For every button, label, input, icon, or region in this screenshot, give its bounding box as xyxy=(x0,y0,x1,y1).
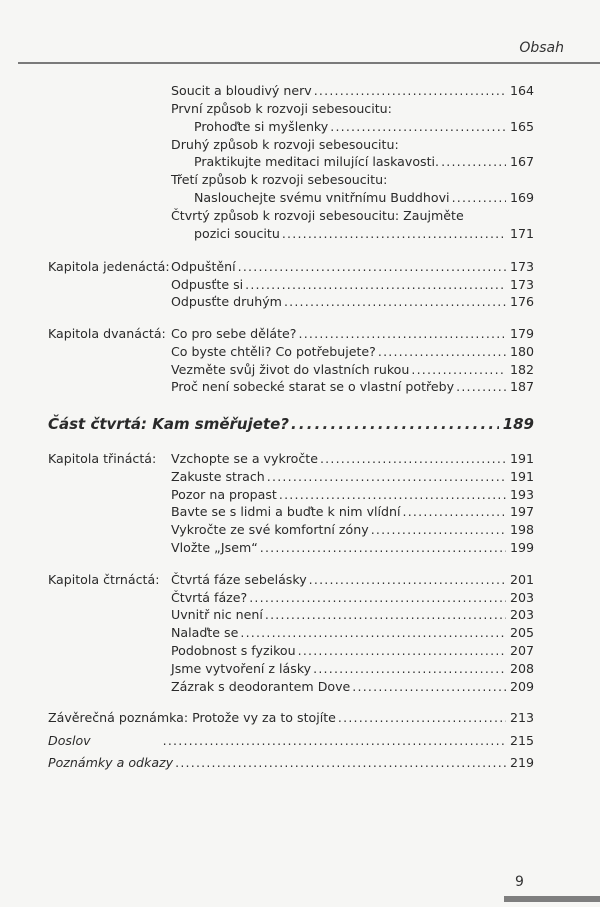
entry-title: Vložte „Jsem“ xyxy=(171,540,258,555)
part-page: 189 xyxy=(502,415,534,433)
entry-title: Doslov xyxy=(48,733,91,748)
leader-dots xyxy=(456,378,506,395)
entry-page: 165 xyxy=(509,119,534,134)
entry-page: 173 xyxy=(509,259,534,274)
entry-page: 207 xyxy=(509,643,534,658)
entry-page: 182 xyxy=(509,362,534,377)
entry-page: 213 xyxy=(509,710,534,725)
header-title: Obsah xyxy=(519,40,564,56)
entry-title: Zázrak s deodorantem Dove xyxy=(171,679,351,694)
entry-title: Poznámky a odkazy xyxy=(48,755,174,770)
entry-title: Co pro sebe děláte? xyxy=(171,326,297,341)
leader-dots xyxy=(267,468,506,485)
entry-page: 203 xyxy=(509,607,534,622)
entry-page: 197 xyxy=(509,504,534,519)
leader-dots xyxy=(452,189,506,206)
entry-title: Praktikujte meditaci milující laskavosti. xyxy=(194,154,440,169)
page-number: 9 xyxy=(515,874,524,890)
entry-title: Závěrečná poznámka: Protože vy za to stojíte xyxy=(48,710,336,725)
entry-title: Čtvrtá fáze sebelásky xyxy=(171,572,307,587)
entry-title: Odpusťte si xyxy=(171,277,244,292)
leader-dots xyxy=(338,709,506,726)
leader-dots xyxy=(238,258,506,275)
entry-page: 191 xyxy=(509,469,534,484)
entry-title: Vzchopte se a vykročte xyxy=(171,451,318,466)
leader-dots xyxy=(279,486,506,503)
entry-page: 167 xyxy=(509,154,534,169)
entry-title: Uvnitř nic není xyxy=(171,607,263,622)
entry-title: Co byste chtěli? Co potřebujete? xyxy=(171,344,376,359)
leader-dots xyxy=(298,642,506,659)
leader-dots xyxy=(249,589,506,606)
leader-dots xyxy=(260,539,506,556)
entry-page: 173 xyxy=(509,277,534,292)
entry-title: Proč není sobecké starat se o vlastní potřeby xyxy=(171,379,455,394)
entry-page: 179 xyxy=(509,326,534,341)
entry-title: Soucit a bloudivý nerv xyxy=(171,83,312,98)
entry-title: Prohoďte si myšlenky xyxy=(194,119,329,134)
entry-title: Jsme vytvoření z lásky xyxy=(171,661,312,676)
entry-title: Čtvrtý způsob k rozvoji sebesoucitu: Zaujměte xyxy=(171,208,464,223)
leader-dots xyxy=(330,118,506,135)
entry-title: Zakuste strach xyxy=(171,469,265,484)
entry-page: 219 xyxy=(509,755,534,770)
leader-dots xyxy=(371,521,506,538)
leader-dots xyxy=(284,293,506,310)
entry-title: Vezměte svůj život do vlastních rukou xyxy=(171,362,410,377)
entry-title: Třetí způsob k rozvoji sebesoucitu: xyxy=(171,172,388,187)
entry-title: Pozor na propast xyxy=(171,487,277,502)
entry-title: Nalaďte se xyxy=(171,625,239,640)
entry-title: Vykročte ze své komfortní zóny xyxy=(171,522,369,537)
leader-dots xyxy=(245,276,506,293)
entry-page: 176 xyxy=(509,294,534,309)
entry-page: 199 xyxy=(509,540,534,555)
entry-page: 171 xyxy=(509,226,534,241)
leader-dots xyxy=(240,624,506,641)
footer-bar xyxy=(504,896,600,902)
entry-page: 164 xyxy=(509,83,534,98)
leader-dots xyxy=(313,660,506,677)
entry-title: Bavte se s lidmi a buďte k nim vlídní xyxy=(171,504,401,519)
chapter-label: Kapitola čtrnáctá: xyxy=(48,572,160,587)
entry-page: 201 xyxy=(509,572,534,587)
entry-page: 209 xyxy=(509,679,534,694)
entry-title: Odpuštění xyxy=(171,259,236,274)
leader-dots xyxy=(403,503,506,520)
leader-dots xyxy=(314,82,506,99)
chapter-label: Kapitola jedenáctá: xyxy=(48,259,170,274)
entry-page: 203 xyxy=(509,590,534,605)
leader-dots xyxy=(163,732,506,749)
entry-title: První způsob k rozvoji sebesoucitu: xyxy=(171,101,392,116)
leader-dots xyxy=(378,343,506,360)
part-title: Část čtvrtá: Kam směřujete? xyxy=(48,415,289,433)
header-rule xyxy=(18,62,600,64)
entry-page: 215 xyxy=(509,733,534,748)
leader-dots xyxy=(411,361,506,378)
entry-title: Čtvrtá fáze? xyxy=(171,590,248,605)
chapter-label: Kapitola dvanáctá: xyxy=(48,326,166,341)
leader-dots xyxy=(352,678,506,695)
entry-page: 187 xyxy=(509,379,534,394)
leader-dots xyxy=(309,571,506,588)
leader-dots xyxy=(291,414,499,434)
entry-page: 169 xyxy=(509,190,534,205)
leader-dots xyxy=(441,153,506,170)
entry-title: Odpusťte druhým xyxy=(171,294,282,309)
leader-dots xyxy=(320,450,506,467)
entry-title: Naslouchejte svému vnitřnímu Buddhovi xyxy=(194,190,450,205)
entry-title: pozici soucitu xyxy=(194,226,280,241)
entry-page: 180 xyxy=(509,344,534,359)
entry-page: 205 xyxy=(509,625,534,640)
entry-page: 191 xyxy=(509,451,534,466)
chapter-label: Kapitola třináctá: xyxy=(48,451,157,466)
entry-page: 193 xyxy=(509,487,534,502)
leader-dots xyxy=(299,325,506,342)
leader-dots xyxy=(175,754,506,771)
entry-page: 208 xyxy=(509,661,534,676)
entry-title: Podobnost s fyzikou xyxy=(171,643,296,658)
leader-dots xyxy=(282,225,506,242)
entry-title: Druhý způsob k rozvoji sebesoucitu: xyxy=(171,137,399,152)
leader-dots xyxy=(265,606,506,623)
entry-page: 198 xyxy=(509,522,534,537)
